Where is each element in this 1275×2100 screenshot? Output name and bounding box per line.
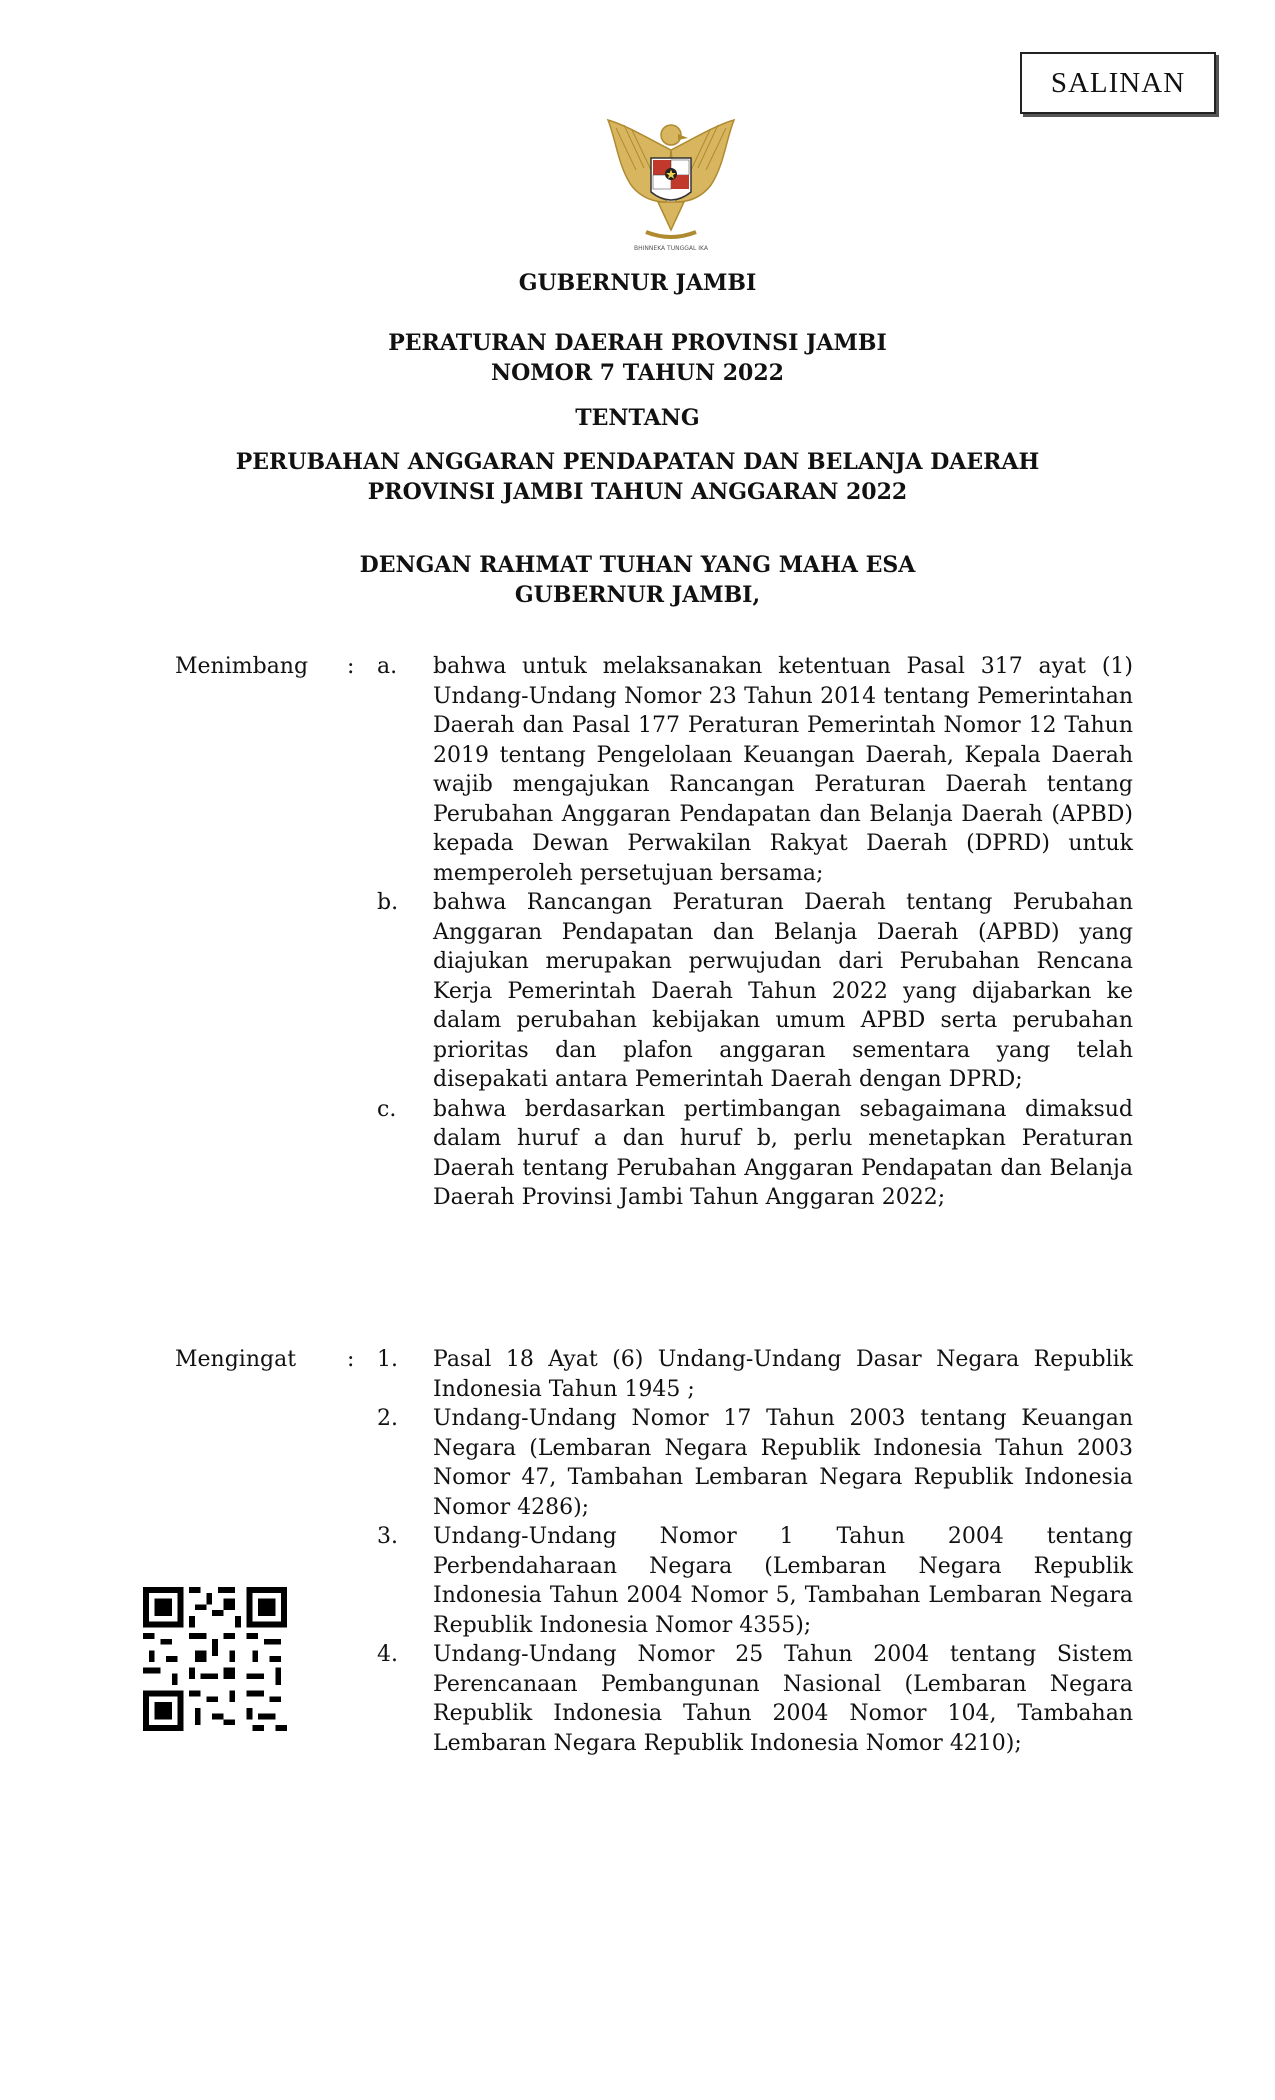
list-item: bahwa Rancangan Peraturan Daerah tentang Perubahan Anggaran Pendapatan dan Belanja Daerah (APBD) yang diajukan merupakan perwujudan dari Perubahan Rencana Kerja Pemerintah Daerah Tahun 2022 yang dijabarkan ke dalam perubahan kebijakan umum APBD serta perubahan prioritas dan plafon anggaran sementara yang telah disepakati antara Pemerintah Daerah dengan DPRD; bbox=[433, 890, 1133, 1092]
about-label: TENTANG bbox=[575, 405, 700, 431]
subject-line2: PROVINSI JAMBI TAHUN ANGGARAN 2022 bbox=[367, 479, 908, 505]
list-marker: a. bbox=[377, 654, 398, 679]
mengingat-colon: : bbox=[347, 1347, 355, 1372]
list-marker: b. bbox=[377, 890, 399, 915]
mengingat-section bbox=[175, 1345, 1135, 1758]
menimbang-colon: : bbox=[347, 654, 355, 679]
list-item: bahwa berdasarkan pertimbangan sebagaimana dimaksud dalam huruf a dan huruf b, perlu menetapkan Peraturan Daerah tentang Perubahan Anggaran Pendapatan dan Belanja Daerah Provinsi Jambi Tahun Anggaran 2022; bbox=[433, 1096, 1133, 1210]
list-item: Undang-Undang Nomor 1 Tahun 2004 tentang Perbendaharaan Negara (Lembaran Negara Republik Indonesia Tahun 2004 Nomor 5, Tambahan Lembaran Negara Republik Indonesia Nomor 4355); bbox=[433, 1524, 1133, 1638]
blessing-line2: GUBERNUR JAMBI, bbox=[514, 582, 761, 608]
list-item: Undang-Undang Nomor 17 Tahun 2003 tentang Keuangan Negara (Lembaran Negara Republik Indonesia Tahun 2003 Nomor 47, Tambahan Lembaran Negara Republik Indonesia Nomor 4286); bbox=[433, 1406, 1133, 1520]
list-marker: 2. bbox=[377, 1406, 398, 1431]
list-marker: c. bbox=[377, 1096, 397, 1122]
qr-code-icon bbox=[143, 1587, 287, 1731]
list-item: bahwa untuk melaksanakan ketentuan Pasal 317 ayat (1) Undang-Undang Nomor 23 Tahun 2014 tentang Pemerintahan Daerah dan Pasal 177 Peraturan Pemerintah Nomor 12 Tahun 2019 tentang Pengelolaan Keuangan Daerah, Kepala Daerah wajib mengajukan Rancangan Peraturan Daerah tentang Perubahan Anggaran Pendapatan dan Belanja Daerah (APBD) kepada Dewan Perwakilan Rakyat Daerah (DPRD) untuk memperoleh persetujuan bersama; bbox=[433, 654, 1133, 886]
issuer-title: GUBERNUR JAMBI bbox=[518, 270, 757, 296]
regulation-title-line2: NOMOR 7 TAHUN 2022 bbox=[491, 360, 784, 386]
menimbang-section bbox=[175, 652, 1135, 1213]
subject-line1: PERUBAHAN ANGGARAN PENDAPATAN DAN BELANJA DAERAH bbox=[235, 449, 1040, 475]
list-item: Undang-Undang Nomor 25 Tahun 2004 tentang Sistem Perencanaan Pembangunan Nasional (Lembaran Negara Republik Indonesia Tahun 2004 Nomor 104, Tambahan Lembaran Negara Republik Indonesia Nomor 4210); bbox=[433, 1642, 1133, 1756]
garuda-emblem-icon bbox=[596, 110, 746, 260]
list-marker: 3. bbox=[377, 1524, 398, 1549]
salinan-stamp: SALINAN bbox=[1020, 52, 1216, 114]
emblem-motto: BHINNEKA TUNGGAL IKA bbox=[634, 245, 708, 252]
mengingat-label: Mengingat bbox=[175, 1347, 297, 1372]
list-marker: 4. bbox=[377, 1642, 398, 1667]
blessing-line1: DENGAN RAHMAT TUHAN YANG MAHA ESA bbox=[359, 552, 916, 578]
list-item: Pasal 18 Ayat (6) Undang-Undang Dasar Negara Republik Indonesia Tahun 1945 ; bbox=[433, 1347, 1133, 1402]
list-marker: 1. bbox=[377, 1347, 398, 1372]
menimbang-label: Menimbang bbox=[175, 654, 309, 679]
regulation-title-line1: PERATURAN DAERAH PROVINSI JAMBI bbox=[388, 330, 887, 356]
